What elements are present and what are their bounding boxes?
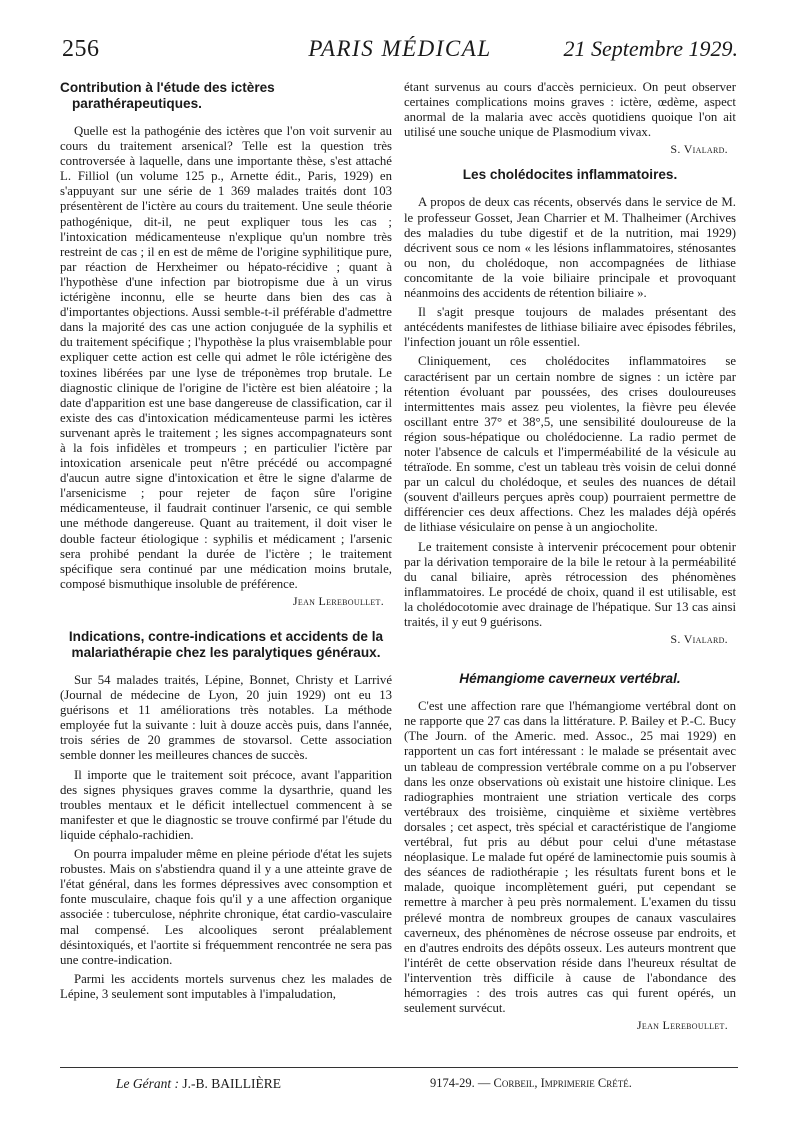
gerant-label: Le Gérant : [116, 1076, 179, 1091]
article-paragraph-continued: étant survenus au cours d'accès pernicieux. On peut observer certaines complications moins graves : ictère, œdème, aspect anormal de la malaria avec accès quotidiens quoique l'on ait utilisé une souche unique de Plasmodium vivax. [404, 80, 736, 140]
page-number: 256 [62, 36, 100, 62]
footer-printer: 9174-29. — Corbeil, Imprimerie Crété. [430, 1076, 632, 1090]
page-header [62, 36, 738, 76]
article-paragraph: Sur 54 malades traités, Lépine, Bonnet, Christy et Larrivé (Journal de médecine de Lyon, 20 juin 1929) ont eu 13 guérisons et 11 améliorations très notables. La méthode employée fut la suivante : luit à douze accès puis, dans l'année, trois séries de 20 grammes de stovarsol. Cette association semble donner les meilleures chances de succès. [60, 673, 392, 763]
footer-gerant [116, 1076, 281, 1092]
journal-title: PARIS MÉDICAL [308, 36, 492, 61]
article-signature: Jean Lereboullet. [292, 593, 384, 608]
right-column [404, 80, 736, 1033]
article-paragraph: Cliniquement, ces cholédocites inflammatoires se caractérisent par un certain nombre de signes : un ictère par rétention évoluant par poussées, des crises douloureuses intermittentes mais assez peu violentes, la fièvre peu élevée oscillant entre 37° et 38°,5, une sensibilité douloureuse de la région sous-hépatique ou cholédocienne. La radio permet de noter l'absence de calculs et l'imperméabilité de la vésicule au tétraïode. En somme, c'est un tableau très voisin de celui donné par un calcul du cholédoque, et seules des nuances de détail (souvent d'ailleurs perçues après coup) pourraient permettre de différencier ces deux affections. Chez les malades déjà opérés de lithiase vésiculaire on pense à un angiocholite. [404, 354, 736, 535]
left-column [60, 80, 392, 1002]
article-signature: S. Vialard. [670, 632, 728, 647]
article-paragraph: Il s'agit presque toujours de malades présentant des antécédents manifestes de lithiase biliaire avec épisodes fébriles, l'infection jouant un rôle essentiel. [404, 305, 736, 350]
gerant-name: J.-B. BAILLIÈRE [182, 1076, 281, 1091]
article-paragraph: C'est une affection rare que l'hémangiome vertébral dont on ne rapporte que 27 cas dans la littérature. P. Bailey et P.-C. Bucy (The Journ. of the Americ. med. Assoc., 25 mai 1929) en rapportent un cas fort intéressant : le malade se présentait avec un tableau de compression vertébrale comme on a pu l'observer dans les onze observations où existait une histoire clinique. Les radiographies montraient une striation verticale des corps vertébraux des troisième, cinquième et sixième vertèbres dorsales ; cet aspect, très spécial et caractéristique de l'angiome vertébral, fut pris au début pour celui d'une métastase néoplasique. Le malade fut opéré de laminectomie puis soumis à des séances de radiothérapie ; les résultats furent bons et le malade, quoique incomplètement guéri, put cependant se remettre à marcher à peu près normalement. L'examen du tissu prélevé montra de nombreux groupes de canaux vasculaires caverneux, des phénomènes de nécrose osseuse par endroits, et en d'autres endroits des dépôts osseux. Les auteurs montrent que l'intérêt de cette observation réside dans l'heureux résultat de l'intervention très difficile à cause de l'abondance des hémorragies : des trois autres cas qui furent opérés, un seulement survécut. [404, 699, 736, 1016]
article-paragraph: Parmi les accidents mortels survenus chez les malades de Lépine, 3 seulement sont imputables à l'impaludation, [60, 971, 392, 1001]
article-signature: Jean Lereboullet. [636, 1018, 728, 1033]
footer-divider [60, 1067, 738, 1068]
article-paragraph: Il importe que le traitement soit précoce, avant l'apparition des signes physiques graves comme la dysarthrie, quand les troubles mentaux et le déficit intellectuel commencent à se manifester et que le diagnostic se trouve confirmé par l'étude du liquide céphalo-rachidien. [60, 767, 392, 842]
article-title-choledocites: Les cholédocites inflammatoires. [462, 167, 678, 183]
article-paragraph: Le traitement consiste à intervenir précocement pour obtenir par la dérivation temporaire de la bile le retour à la perméabilité du canal biliaire, après rétrocession des phénomènes inflammatoires. Le procédé de choix, quand il est utilisable, est la cholédocotomie avec drainage de l'hépatique. Sur 13 cas ainsi traités, il y eut 9 guérisons. [404, 539, 736, 629]
issue-date: 21 Septembre 1929. [563, 36, 738, 61]
article-title-icteres: Contribution à l'étude des ictères parathérapeutiques. [60, 80, 275, 111]
article-signature: S. Vialard. [670, 142, 728, 157]
article-paragraph: A propos de deux cas récents, observés dans le service de M. le professeur Gosset, Jean Charrier et M. Thalheimer (Archives des maladies du tube digestif et de la nutrition, mai 1929) décrivent sous ce nom « les lésions inflammatoires, sténosantes ou non, du cholédoque, non accompagnées de lithiase concomitante de la voie biliaire principale et provoquant néanmoins des accidents de rétention biliaire ». [404, 195, 736, 301]
article-title-malariatherapie: Indications, contre-indications et accidents de la malariathérapie chez les paralytiques généraux. [68, 629, 384, 660]
article-paragraph: Quelle est la pathogénie des ictères que l'on voit survenir au cours du traitement arsenical? Telle est la question très controversée à laquelle, dans une importante thèse, s'est attaché L. Filliol (un volume 125 p., Arnette édit., Paris, 1929) en s'appuyant sur une série de 1 369 malades traités dont 103 présentèrent de l'ictère au cours du traitement. Une seule théorie pathogénique, dit-il, ne peut expliquer tous les cas ; l'intoxication médicamenteuse n'explique qu'un nombre très restreint de cas ; il en est de même de l'origine syphilitique pure, par réaction de Herxheimer ou hépato-récidive ; quant à l'hypothèse d'une infection par biotropisme due à un virus ictérigène inconnu, elle se heurte dans bien des cas à d'importantes objections. Aussi semble-t-il préférable d'admettre dans la majorité des cas une action conjuguée de la syphilis et du traitement spécifique ; l'hypothèse la plus vraisemblable pour expliquer cette action est celle qui admet le rôle ictérigène des toxines libérées par une lyse de tréponèmes trop brutale. Le diagnostic clinique de l'origine de l'ictère est bien aléatoire ; la date d'apparition est une base dangereuse de classification, car il existe des cas d'intoxication médicamenteuse parmi les ictères survenant après le traitement ; les signes accompagnateurs sont à la fois infidèles et trompeurs ; en particulier l'ictère par intoxication arsenicale peut n'être précédé ou accompagné d'aucun autre signe d'intoxication et être le signe d'alarme de l'arsenicisme ; pour rejeter de façon sûre l'origine médicamenteuse, il faudrait continuer l'arsenic, ce qui semble une méthode dangereuse. Quant au traitement, il doit viser le double facteur étiologique : syphilis et médicament ; l'arsenic sera prohibé pendant la durée de l'ictère ; le traitement spécifique sera continué par une médication moins brutale, composé bismuthique insoluble de préférence. [60, 124, 392, 591]
article-title-hemangiome: Hémangiome caverneux vertébral. [459, 671, 681, 687]
article-paragraph: On pourra impaluder même en pleine période d'état les sujets robustes. Mais on s'abstiendra quand il y a une atteinte grave de l'état général, dans les formes dépressives avec consomption et fonte musculaire, chaque fois qu'il y a une affection organique associée : tuberculose, néphrite chronique, état cardio-vasculaire mal compensé. Les alcooliques seront préalablement désintoxiqués, et l'aortite si fréquemment rencontrée ne sera pas une contre-indication. [60, 847, 392, 967]
